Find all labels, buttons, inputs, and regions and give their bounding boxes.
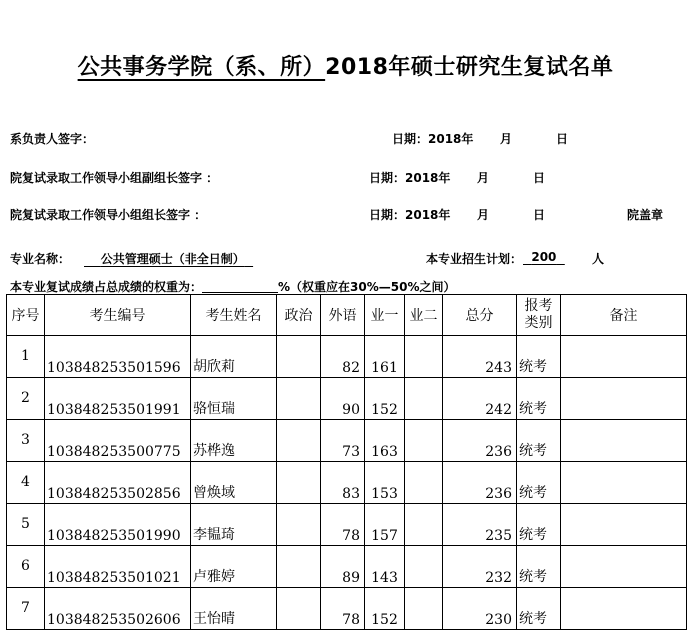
candidate-name: 骆恒瑞 (191, 378, 277, 420)
score-politics (277, 546, 321, 588)
score-major2 (405, 378, 443, 420)
candidate-name: 王怡晴 (191, 588, 277, 630)
table-row (7, 462, 687, 504)
weight-label: 本专业复试成绩占总成绩的权重为： (10, 280, 203, 294)
score-total: 232 (443, 546, 517, 588)
header-name: 考生姓名 (191, 295, 277, 336)
score-total: 236 (443, 462, 517, 504)
notes (561, 462, 687, 504)
row-index: 1 (7, 336, 45, 378)
header-major1: 业一 (365, 295, 405, 336)
candidate-id: 103848253501990 (45, 504, 191, 546)
month-label: 月 (500, 132, 513, 146)
exam-type: 统考 (517, 546, 561, 588)
header-major2: 业二 (405, 295, 443, 336)
notes (561, 546, 687, 588)
plan-unit: 人 (592, 252, 605, 266)
score-total: 235 (443, 504, 517, 546)
score-total: 230 (443, 588, 517, 630)
score-foreign: 78 (321, 504, 365, 546)
candidate-name: 胡欣莉 (191, 336, 277, 378)
score-major1: 161 (365, 336, 405, 378)
candidate-id: 103848253501021 (45, 546, 191, 588)
day-label: 日 (533, 171, 546, 185)
plan-label: 本专业招生计划： (426, 252, 523, 266)
header-notes: 备注 (561, 295, 687, 336)
exam-type: 统考 (517, 462, 561, 504)
day-label: 日 (533, 208, 546, 222)
row-index: 6 (7, 546, 45, 588)
month-label: 月 (477, 208, 490, 222)
header-foreign: 外语 (321, 295, 365, 336)
table-row (7, 504, 687, 546)
score-foreign: 78 (321, 588, 365, 630)
candidate-id: 103848253500775 (45, 420, 191, 462)
exam-type: 统考 (517, 504, 561, 546)
candidate-id: 103848253501991 (45, 378, 191, 420)
candidate-name: 卢雅婷 (191, 546, 277, 588)
exam-type: 统考 (517, 420, 561, 462)
date-label: 日期：2018年 (392, 132, 474, 146)
table-row (7, 378, 687, 420)
score-major1: 157 (365, 504, 405, 546)
score-major1: 143 (365, 546, 405, 588)
candidate-table (6, 294, 687, 630)
score-major1: 163 (365, 420, 405, 462)
score-foreign: 90 (321, 378, 365, 420)
score-foreign: 82 (321, 336, 365, 378)
header-type: 报考 类别 (517, 295, 561, 336)
exam-type: 统考 (517, 588, 561, 630)
notes (561, 336, 687, 378)
score-major1: 153 (365, 462, 405, 504)
notes (561, 378, 687, 420)
score-major2 (405, 546, 443, 588)
date-label: 日期：2018年 (369, 208, 451, 222)
candidate-name: 曾焕域 (191, 462, 277, 504)
score-politics (277, 462, 321, 504)
day-label: 日 (556, 132, 569, 146)
header-idx: 序号 (7, 295, 45, 336)
major-value: 公共管理硕士（非全日制） (100, 252, 245, 266)
exam-type: 统考 (517, 336, 561, 378)
score-total: 242 (443, 378, 517, 420)
candidate-id: 103848253501596 (45, 336, 191, 378)
header-total: 总分 (443, 295, 517, 336)
score-major2 (405, 336, 443, 378)
leader-label: 院复试录取工作领导小组组长签字 ： (10, 208, 207, 222)
score-politics (277, 504, 321, 546)
table-row (7, 546, 687, 588)
score-major2 (405, 462, 443, 504)
score-foreign: 89 (321, 546, 365, 588)
table-row (7, 588, 687, 630)
table-row (7, 420, 687, 462)
row-index: 7 (7, 588, 45, 630)
row-index: 5 (7, 504, 45, 546)
score-total: 236 (443, 420, 517, 462)
table-row (7, 336, 687, 378)
seal-label: 院盖章 (627, 208, 664, 222)
row-index: 3 (7, 420, 45, 462)
plan-value: 200 (531, 250, 557, 264)
month-label: 月 (477, 171, 490, 185)
score-major2 (405, 588, 443, 630)
title-suffix: 2018年硕士研究生复试名单 (325, 55, 614, 80)
score-major2 (405, 420, 443, 462)
row-index: 4 (7, 462, 45, 504)
date-label: 日期：2018年 (369, 171, 451, 185)
header-politics: 政治 (277, 295, 321, 336)
dept-head-label: 系负责人签字： (10, 132, 95, 146)
score-politics (277, 588, 321, 630)
notes (561, 420, 687, 462)
score-major2 (405, 504, 443, 546)
row-index: 2 (7, 378, 45, 420)
major-label: 专业名称： (10, 252, 71, 266)
candidate-id: 103848253502856 (45, 462, 191, 504)
score-major1: 152 (365, 588, 405, 630)
score-politics (277, 336, 321, 378)
page-title (0, 50, 691, 81)
score-total: 243 (443, 336, 517, 378)
deputy-leader-label: 院复试录取工作领导小组副组长签字 ： (10, 171, 219, 185)
weight-suffix: %（权重应在30%—50%之间） (278, 280, 456, 294)
candidate-name: 李韫琦 (191, 504, 277, 546)
score-major1: 152 (365, 378, 405, 420)
candidate-name: 苏桦逸 (191, 420, 277, 462)
exam-type: 统考 (517, 378, 561, 420)
candidate-id: 103848253502606 (45, 588, 191, 630)
title-prefix: 公共事务学院（系、所） (77, 55, 326, 80)
weight-blank (202, 280, 278, 293)
header-id: 考生编号 (45, 295, 191, 336)
score-politics (277, 420, 321, 462)
score-foreign: 73 (321, 420, 365, 462)
notes (561, 588, 687, 630)
notes (561, 504, 687, 546)
table-header-row (7, 295, 687, 336)
score-foreign: 83 (321, 462, 365, 504)
weight-line (10, 278, 456, 295)
score-politics (277, 378, 321, 420)
